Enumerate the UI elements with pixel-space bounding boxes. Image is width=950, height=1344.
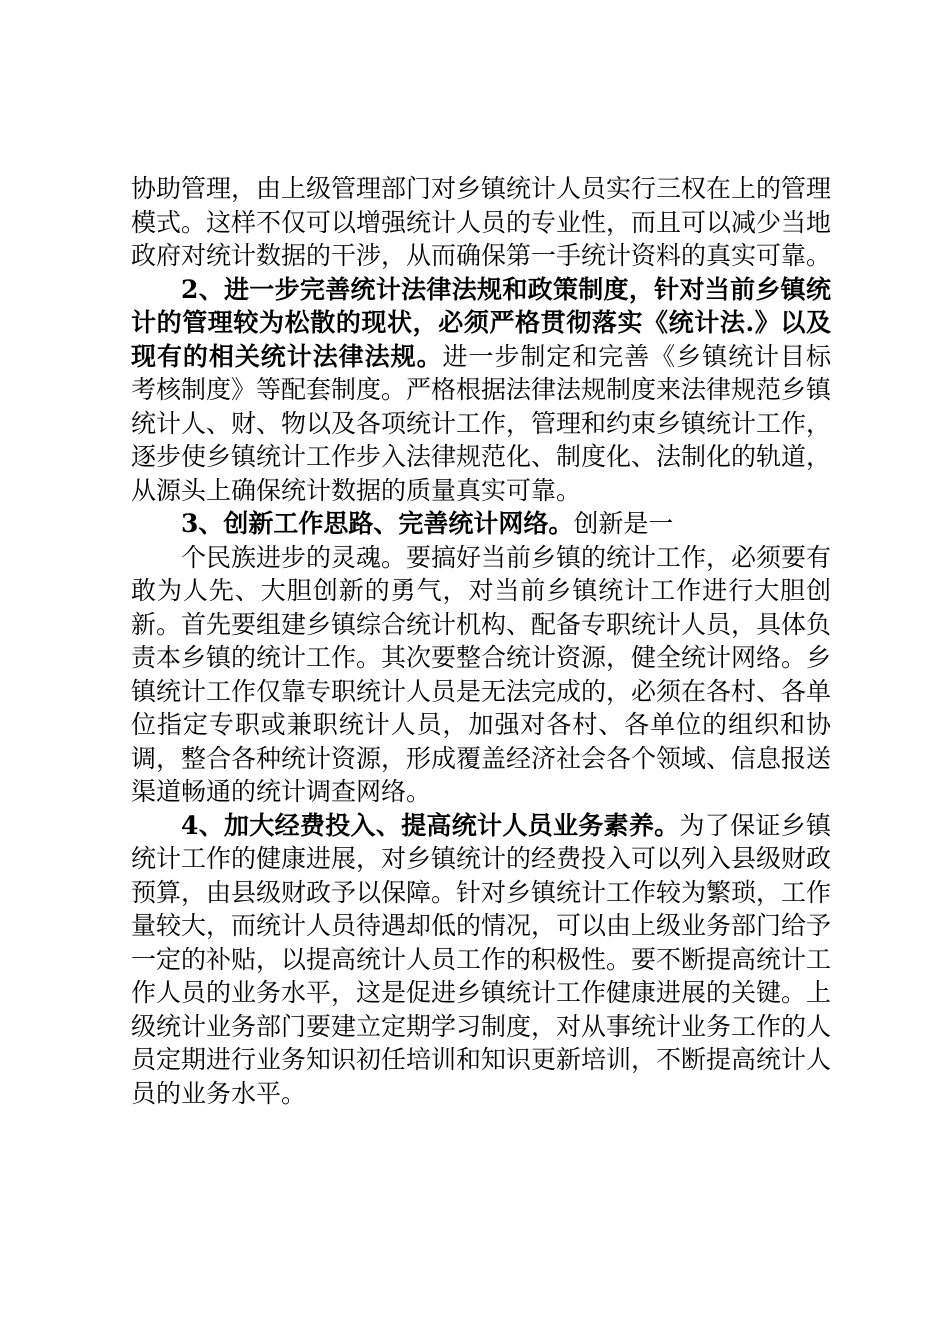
paragraph-continuation <box>131 172 831 273</box>
paragraph-item-4 <box>131 809 831 1111</box>
paragraph-item-2 <box>131 273 831 508</box>
paragraph-text: 协助管理，由上级管理部门对乡镇统计人员实行三权在上的管理模式。这样不仅可以增强统计人员的专业性，而且可以减少当地政府对统计数据的干涉，从而确保第一手统计资料的真实可靠。 <box>131 174 832 270</box>
paragraph-lead: 4、加大经费投入、提高统计人员业务素养。 <box>181 810 680 840</box>
paragraph-text: 个民族进步的灵魂。要搞好当前乡镇的统计工作，必须要有敢为人先、大胆创新的勇气，对当前乡镇统计工作进行大胆创新。首先要组建乡镇综合统计机构、配备专职统计人员，具体负责本乡镇的统计工作。其次要整合统计资源，健全统计网络。乡镇统计工作仅靠专职统计人员是无法完成的，必须在各村、各单位指定专职或兼职统计人员，加强对各村、各单位的组织和协调，整合各种统计资源，形成覆盖经济社会各个领域、信息报送渠道畅通的统计调查网络。 <box>131 542 832 806</box>
paragraph-lead: 2、进一步完善统计法律法规和政策制度，针对当前乡镇统计的管理较为松散的现状，必须严格贯彻落实《统计法.》以及现有的相关统计法律法规。 <box>131 274 831 371</box>
paragraph-text: 为了保证乡镇统计工作的健康进展，对乡镇统计的经费投入可以列入县级财政预算，由县级财政予以保障。针对乡镇统计工作较为繁琐，工作量较大，而统计人员待遇却低的情况，可以由上级业务部门给予一定的补贴，以提高统计人员工作的积极性。要不断提高统计工作人员的业务水平，这是促进乡镇统计工作健康进展的关键。上级统计业务部门要建立定期学习制度，对从事统计业务工作的人员定期进行业务知识初任培训和知识更新培训，不断提高统计人员的业务水平。 <box>131 810 832 1108</box>
paragraph-item-3-continued <box>131 541 831 809</box>
paragraph-item-3 <box>131 507 831 541</box>
body-text <box>131 172 831 1110</box>
paragraph-text: 进一步制定和完善《乡镇统计目标考核制度》等配套制度。严格根据法律法规制度来法律规范乡镇统计人、财、物以及各项统计工作，管理和约束乡镇统计工作，逐步使乡镇统计工作步入法律规范化、制度化、法制化的轨道，从源头上确保统计数据的质量真实可靠。 <box>131 341 832 505</box>
paragraph-text: 创新是一 <box>573 509 674 538</box>
paragraph-lead: 3、创新工作思路、完善统计网络。 <box>181 509 574 538</box>
